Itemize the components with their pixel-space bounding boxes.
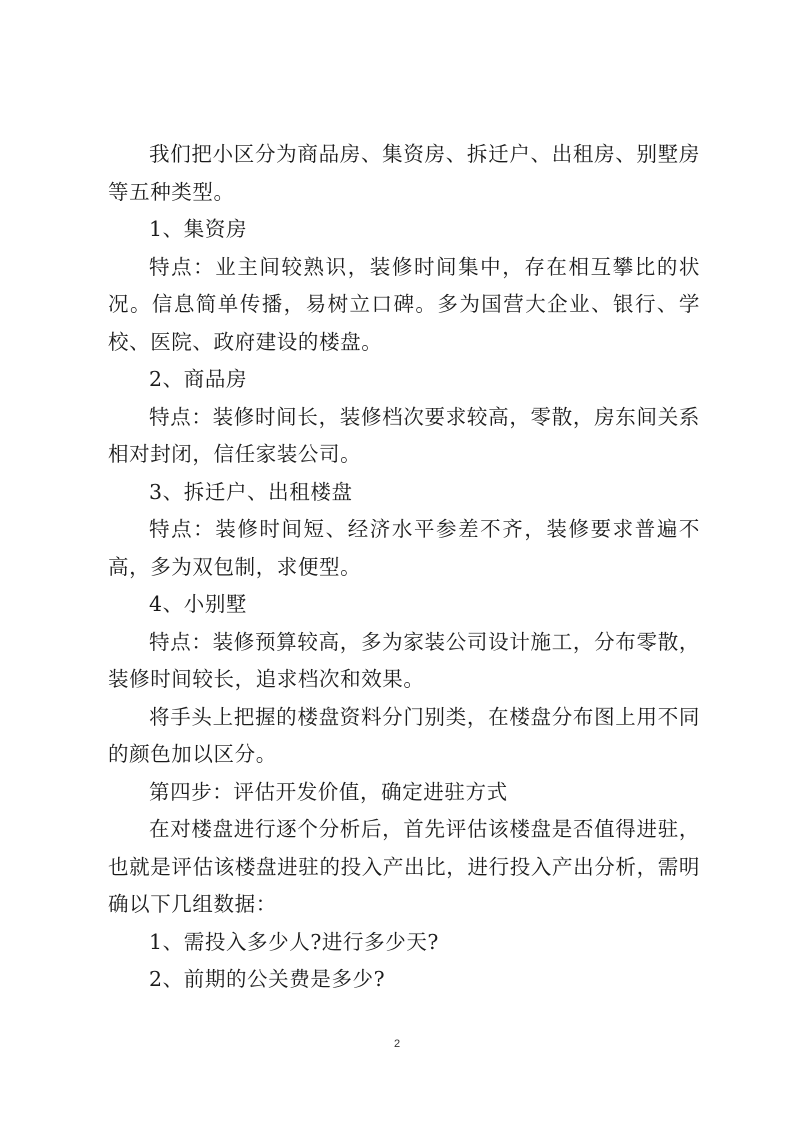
- list-item-pr-cost: 2、前期的公关费是多少?: [149, 967, 386, 991]
- paragraph-shangpinfang-features: 特点：装修时间长，装修档次要求较高，零散，房东间关系相对封闭，信任家装公司。: [108, 404, 700, 466]
- paragraph-classify: 将手头上把握的楼盘资料分门别类，在楼盘分布图上用不同的颜色加以区分。: [108, 704, 700, 766]
- paragraph-jizifang-features: 特点：业主间较熟识，装修时间集中，存在相互攀比的状况。信息简单传播，易树立口碑。多为国营大企业、银行、学校、医院、政府建设的楼盘。: [108, 254, 700, 354]
- heading-xiaobieshu: 4、小别墅: [149, 592, 248, 616]
- heading-shangpinfang: 2、商品房: [149, 367, 248, 391]
- list-item-people-days: 1、需投入多少人?进行多少天?: [149, 929, 440, 954]
- heading-step-four: 第四步：评估开发价值，确定进驻方式: [149, 779, 508, 804]
- paragraph-evaluate: 在对楼盘进行逐个分析后，首先评估该楼盘是否值得进驻，也就是评估该楼盘进驻的投入产出比，进行投入产出分析，需明确以下几组数据：: [108, 817, 700, 916]
- document-body: [108, 136, 700, 999]
- paragraph-intro: 我们把小区分为商品房、集资房、拆迁户、出租房、别墅房等五种类型。: [108, 142, 700, 204]
- paragraph-xiaobieshu-features: 特点：装修预算较高，多为家装公司设计施工，分布零散，装修时间较长，追求档次和效果。: [108, 629, 700, 691]
- page-number: 2: [393, 1038, 401, 1050]
- heading-chaiqianhu: 3、拆迁户、出租楼盘: [149, 479, 353, 504]
- paragraph-chaiqianhu-features: 特点：装修时间短、经济水平参差不齐，装修要求普遍不高，多为双包制，求便型。: [108, 517, 700, 579]
- heading-jizifang: 1、集资房: [149, 217, 248, 241]
